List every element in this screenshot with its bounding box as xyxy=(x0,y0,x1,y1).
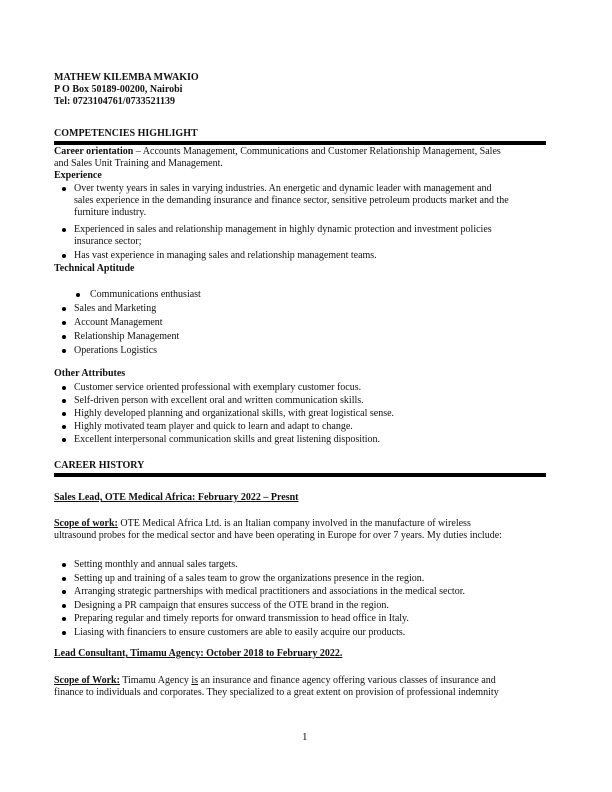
job1-title: Sales Lead, OTE Medical Africa: February 2022 – Presnt xyxy=(54,492,299,503)
experience-item-2-line1: Experienced in sales and relationship management in highly dynamic protection and investment policies xyxy=(74,224,492,235)
job2-scope-text-is: is xyxy=(191,675,199,686)
experience-item-2-line2: insurance sector; xyxy=(74,236,142,247)
bullet-icon xyxy=(62,307,66,311)
job2-scope-text-pre: Timamu Agency xyxy=(119,675,192,686)
technical-item-indented: Communications enthusiast xyxy=(90,289,201,300)
career-orientation-line1 xyxy=(54,146,550,158)
technical-item-4: Operations Logistics xyxy=(74,345,158,356)
other-attribute-1: Customer service oriented professional with exemplary customer focus. xyxy=(74,382,362,393)
section-divider xyxy=(54,141,546,145)
other-attribute-5: Excellent interpersonal communication skills and great listening disposition. xyxy=(74,434,381,445)
bullet-icon xyxy=(62,563,66,567)
bullet-icon xyxy=(62,349,66,353)
competencies-heading: COMPETENCIES HIGHLIGHT xyxy=(54,128,198,139)
other-attributes-heading: Other Attributes xyxy=(54,368,126,379)
bullet-icon xyxy=(62,617,66,621)
job1-duty-5: Preparing regular and timely reports for onward transmission to head office in Italy. xyxy=(74,613,409,624)
experience-item-1-line2: sales experience in the demanding insurance and finance sector, sensitive petroleum products market and the xyxy=(74,195,509,206)
job1-duty-4: Designing a PR campaign that ensures success of the OTE brand in the region. xyxy=(74,600,389,611)
job2-title: Lead Consultant, Timamu Agency: October 2018 to February 2022. xyxy=(54,648,343,659)
technical-item-3: Relationship Management xyxy=(74,331,180,342)
bullet-icon xyxy=(62,386,66,390)
career-orientation-line2: and Sales Unit Training and Management. xyxy=(54,158,223,169)
bullet-icon xyxy=(62,399,66,403)
other-attribute-3: Highly developed planning and organizational skills, with great logistical sense. xyxy=(74,408,395,419)
bullet-icon xyxy=(62,604,66,608)
job1-scope-label: Scope of work: xyxy=(54,518,118,529)
bullet-icon xyxy=(62,438,66,442)
candidate-name: MATHEW KILEMBA MWAKIO xyxy=(54,72,199,83)
job2-scope-label: Scope of Work: xyxy=(54,675,120,686)
job2-scope-line2: finance to individuals and corporates. They specialized to a great extent on provision of professional indemnity xyxy=(54,687,499,698)
job1-duty-2: Setting up and training of a sales team to grow the organizations presence in the region. xyxy=(74,573,425,584)
career-orientation-label: Career orientation xyxy=(54,146,134,157)
section-divider xyxy=(54,473,546,477)
bullet-icon xyxy=(62,254,66,258)
bullet-icon xyxy=(62,187,66,191)
other-attribute-4: Highly motivated team player and quick to learn and adapt to change. xyxy=(74,421,353,432)
job2-scope-text-post: an insurance and finance agency offering various classes of insurance and xyxy=(198,675,496,686)
bullet-icon xyxy=(62,228,66,232)
experience-heading: Experience xyxy=(54,170,102,181)
bullet-icon xyxy=(62,631,66,635)
bullet-icon xyxy=(62,321,66,325)
career-orientation-text: – Accounts Management, Communications and Customer Relationship Management, Sales xyxy=(133,146,501,157)
job1-duty-6: Liasing with financiers to ensure customers are able to easily acquire our products. xyxy=(74,627,406,638)
bullet-icon xyxy=(62,425,66,429)
page-number: 1 xyxy=(302,731,308,743)
experience-item-3: Has vast experience in managing sales and relationship management teams. xyxy=(74,250,377,261)
bullet-icon xyxy=(62,335,66,339)
bullet-icon xyxy=(62,590,66,594)
technical-item-1: Sales and Marketing xyxy=(74,303,157,314)
bullet-icon xyxy=(62,412,66,416)
job2-scope-line1 xyxy=(54,675,550,687)
career-history-heading: CAREER HISTORY xyxy=(54,460,145,471)
other-attribute-2: Self-driven person with excellent oral and written communication skills. xyxy=(74,395,364,406)
technical-item-2: Account Management xyxy=(74,317,163,328)
job1-duty-1: Setting monthly and annual sales targets. xyxy=(74,559,238,570)
technical-aptitude-heading: Technical Aptitude xyxy=(54,263,135,274)
experience-item-1-line3: furniture industry. xyxy=(74,207,147,218)
job1-scope-line1 xyxy=(54,518,550,530)
bullet-icon xyxy=(76,293,80,297)
job1-scope-line2: ultrasound probes for the medical sector and have been operating in Europe for over 7 years. My duties include: xyxy=(54,530,502,541)
job1-duty-3: Arranging strategic partnerships with medical practitioners and associations in the medical sector. xyxy=(74,586,465,597)
bullet-icon xyxy=(62,577,66,581)
postal-address: P O Box 50189-00200, Nairobi xyxy=(54,84,183,95)
experience-item-1-line1: Over twenty years in sales in varying industries. An energetic and dynamic leader with management and xyxy=(74,183,492,194)
job1-scope-text: OTE Medical Africa Ltd. is an Italian company involved in the manufacture of wireless xyxy=(117,518,471,529)
phone-numbers: Tel: 0723104761/0733521139 xyxy=(54,96,176,107)
